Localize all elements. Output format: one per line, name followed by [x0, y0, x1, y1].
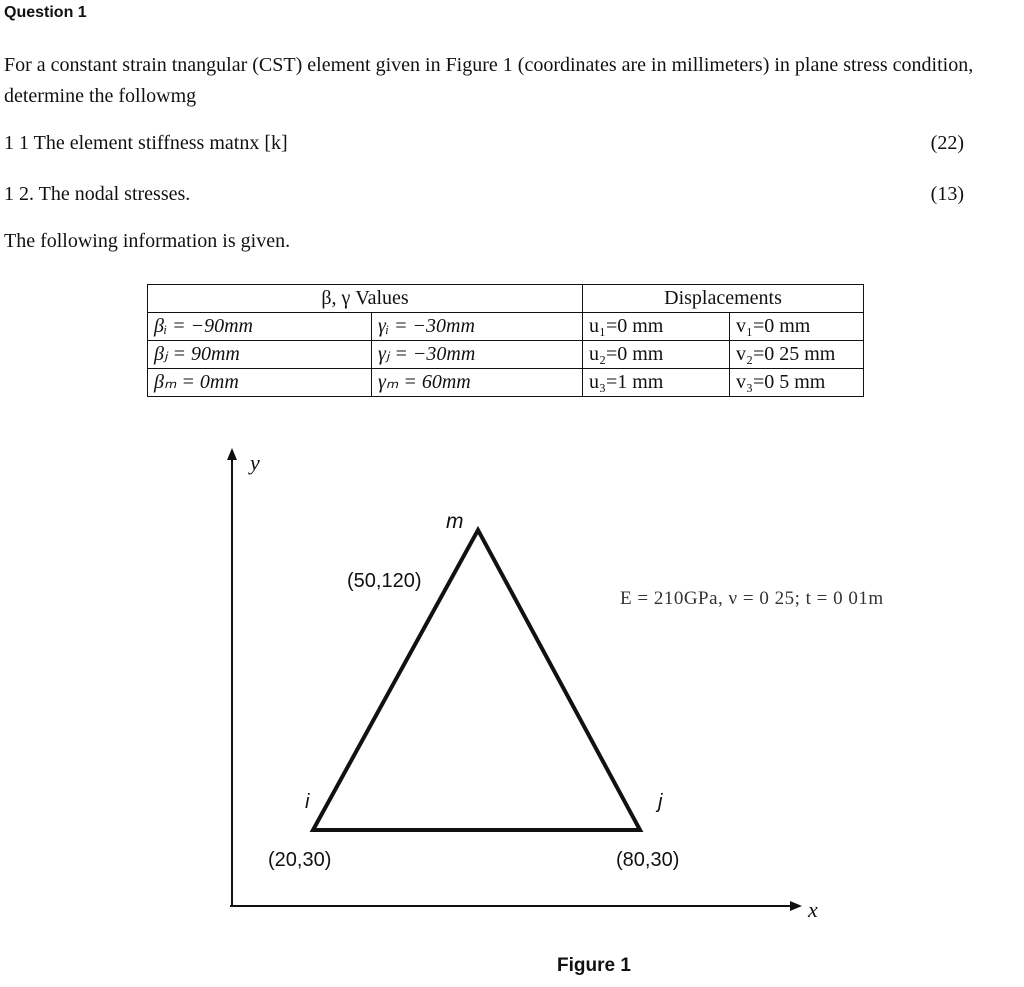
- table-header-row: [148, 285, 864, 313]
- task-label: 1 2. The nodal stresses.: [4, 183, 191, 205]
- task-marks: (22): [930, 132, 964, 154]
- task-stiffness-matrix: [4, 132, 964, 155]
- gamma-cell: γⱼ = −30mm: [372, 341, 583, 369]
- node-j-coordinate: (80,30): [616, 849, 680, 871]
- task-nodal-stresses: [4, 183, 964, 206]
- beta-cell: βⱼ = 90mm: [148, 341, 372, 369]
- given-values-table: [147, 284, 864, 397]
- task-label: 1 1 The element stiffness matnx [k]: [4, 132, 288, 154]
- beta-gamma-header: β, γ Values: [148, 285, 583, 313]
- gamma-cell: γᵢ = −30mm: [372, 313, 583, 341]
- material-properties: E = 210GPa, ν = 0 25; t = 0 01m: [620, 588, 884, 609]
- task-marks: (13): [930, 183, 964, 205]
- x-axis-label: x: [808, 897, 818, 922]
- figure-caption: Figure 1: [557, 955, 631, 976]
- node-m-label: m: [446, 510, 464, 533]
- displacements-header: Displacements: [583, 285, 864, 313]
- v-displacement-cell: v₃=0 5 mm: [730, 369, 864, 397]
- question-intro: For a constant strain tnangular (CST) element given in Figure 1 (coordinates are in millimeters) in plane stress condition, determine the followmg: [4, 54, 974, 107]
- node-j-label: j: [658, 791, 663, 813]
- given-statement: The following information is given.: [4, 230, 291, 252]
- v-displacement-cell: v₁=0 mm: [730, 313, 864, 341]
- question-title: Question 1: [4, 4, 87, 21]
- node-m-coordinate: (50,120): [347, 570, 422, 592]
- node-i-label: i: [305, 791, 310, 813]
- cst-element-figure: [0, 440, 1024, 950]
- node-i-coordinate: (20,30): [268, 849, 332, 871]
- u-displacement-cell: u₂=0 mm: [583, 341, 730, 369]
- beta-cell: βₘ = 0mm: [148, 369, 372, 397]
- y-axis-label: y: [250, 450, 260, 475]
- v-displacement-cell: v₂=0 25 mm: [730, 341, 864, 369]
- gamma-cell: γₘ = 60mm: [372, 369, 583, 397]
- table-row: [148, 341, 864, 369]
- u-displacement-cell: u₃=1 mm: [583, 369, 730, 397]
- beta-cell: βᵢ = −90mm: [148, 313, 372, 341]
- table-row: [148, 313, 864, 341]
- table-row: [148, 369, 864, 397]
- u-displacement-cell: u₁=0 mm: [583, 313, 730, 341]
